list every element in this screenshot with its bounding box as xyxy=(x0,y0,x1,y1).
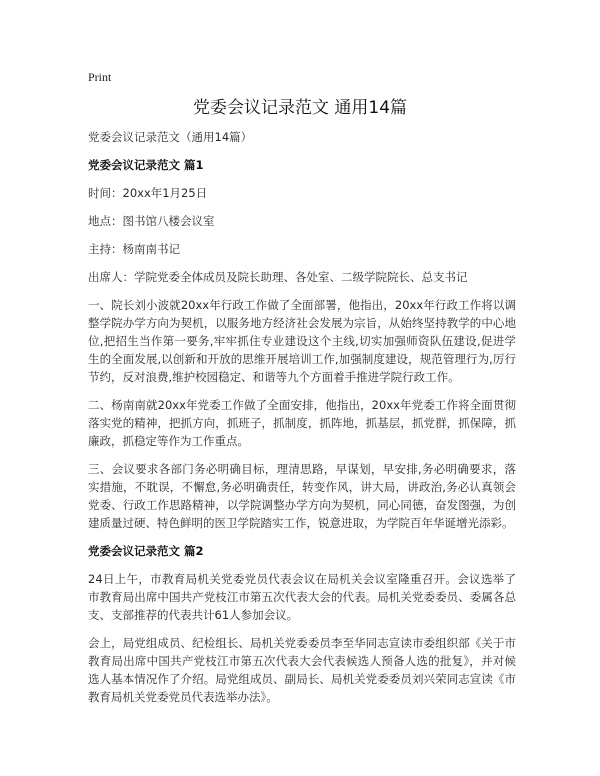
meeting-host: 主持：杨南南书记 xyxy=(88,242,180,256)
body-paragraph: 会上，局党组成员、纪检组长、局机关党委委员李至华同志宣读市委组织部《关于市教育局出席中国共产党枝江市第五次代表大会代表候选人预备人选的批复》，并对候选人基本情况作了介绍。局党组成员、副局长、局机关党委委员刘兴荣同志宣读《市教育局机关党委党员代表选举办法》。 xyxy=(88,636,516,704)
document-body xyxy=(88,128,516,716)
meeting-attendees: 出席人：学院党委全体成员及院长助理、各处室、二级学院院长、总支书记 xyxy=(88,270,468,284)
document-subtitle: 党委会议记录范文（通用14篇） xyxy=(88,130,253,144)
section-heading: 党委会议记录范文 篇2 xyxy=(88,544,204,558)
meeting-time: 时间：20xx年1月25日 xyxy=(88,186,208,200)
body-paragraph: 三、会议要求各部门务必明确目标，理清思路，早谋划，早安排,务必明确要求，落实措施，不耽误，不懈怠,务必明确责任，转变作风，讲大局，讲政治,务必认真领会党委、行政工作思路精神，以学院调整办学方向为契机，同心同德，奋发图强，为创建质量过硬、特色鲜明的医卫学院踏实工作，锐意进取，为学院百年华诞增光添彩。 xyxy=(88,462,516,530)
body-paragraph: 24日上午，市教育局机关党委党员代表会议在局机关会议室隆重召开。会议选举了市教育局出席中国共产党枝江市第五次代表大会的代表。局机关党委委员、委属各总支、支部推荐的代表共计61人参加会议。 xyxy=(88,572,516,622)
meeting-location: 地点：图书馆八楼会议室 xyxy=(88,214,215,228)
section-heading: 党委会议记录范文 篇1 xyxy=(88,158,204,172)
document-title: 党委会议记录范文 通用14篇 xyxy=(192,98,408,118)
body-paragraph: 一、院长刘小波就20xx年行政工作做了全面部署，他指出，20xx年行政工作将以调整学院办学方向为契机，以服务地方经济社会发展为宗旨，从始终坚持教学的中心地位,把招生当作第一要务,牢牢抓住专业建设这个主线,切实加强师资队伍建设,促进学生的全面发展,以创新和开放的思维开展培训工作,加强制度建设，规范管理行为,厉行节约，反对浪费,维护校园稳定、和谐等九个方面着手推进学院行政工作。 xyxy=(88,298,516,384)
body-paragraph: 二、杨南南就20xx年党委工作做了全面安排，他指出，20xx年党委工作将全面贯彻落实党的精神，把抓方向，抓班子，抓制度，抓阵地，抓基层，抓党群，抓保障，抓廉政，抓稳定等作为工作重点。 xyxy=(88,398,516,448)
print-link[interactable]: Print xyxy=(88,70,112,84)
